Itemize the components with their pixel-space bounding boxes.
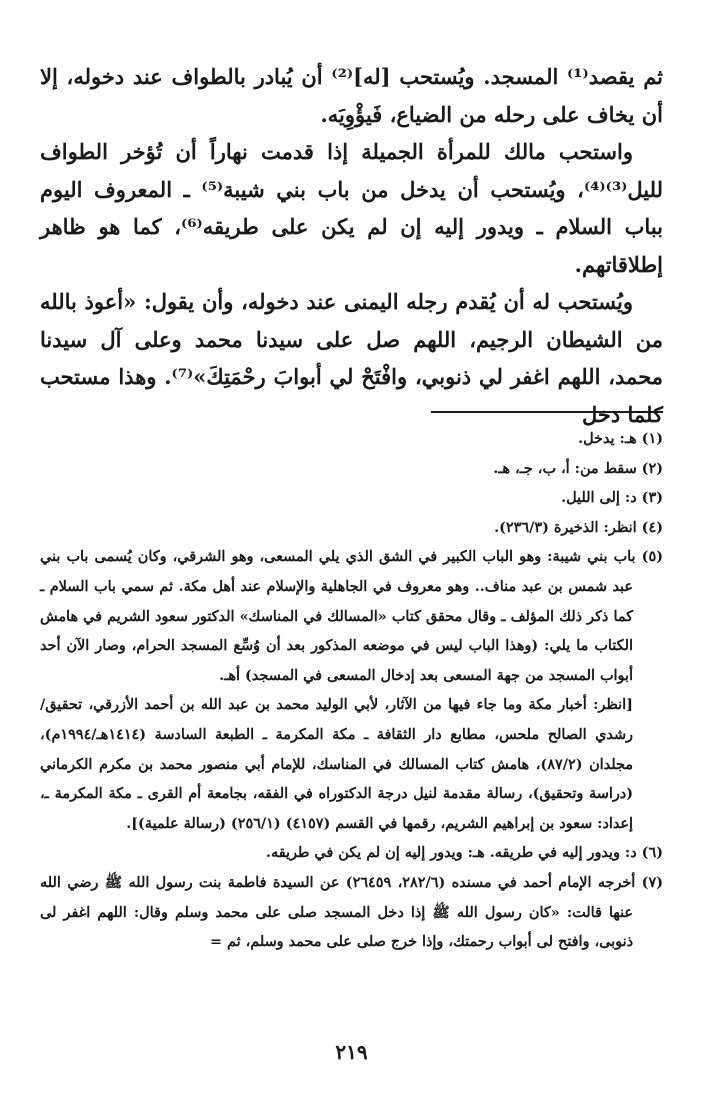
main-text [40,58,663,433]
footnote-separator [431,411,663,413]
footnote-1: (١) هـ: يدخل. [578,430,663,447]
footnotes [40,424,663,957]
footnote-3: (٣) د: إلى الليل. [561,489,663,507]
main-paragraph-3: ويُستحب له أن يُقدم رجله اليمنى عند دخوله، وأن يقول: «أعوذ بالله من الشيطان الرجيم، اللهم صل على سيدنا محمد وعلى آل سيدنا محمد، اللهم اغفر لي ذنوبي، وافْتَحْ لي أبوابَ رحْمَتِكَ»⁽⁷⁾. وهذا مستحب كلما دخل [40,289,663,427]
footnote-4: (٤) انظر: الذخيرة (٢٣٦/٣). [494,518,663,536]
footnote-6: (٦) د: ويدور إليه في طريقه. هـ: ويدور إليه إن لم يكن في طريقه. [265,844,663,862]
page-number: ٢١٩ [335,1040,368,1064]
footnote-5-references: [انظر: أخبار مكة وما جاء فيها من الآثار، لأبي الوليد محمد بن عبد الله بن أحمد الأزرقي، تحقيق/ رشدي الصالح ملحس، مطابع دار الثقافة ـ مكة المكرمة ـ الطبعة السادسة (١٤١٤هـ/١٩٩٤م)، مجلدان (٨٧/٢)، هامش كتاب المسالك في المناسك، للإمام أبي منصور محمد بن مكرم الكرماني (دراسة وتحقيق)، رسالة مقدمة لنيل درجة الدكتوراه في الفقه، بجامعة أم القرى ـ مكة المكرمة ـ، إعداد: سعود بن إبراهيم الشريم، رقمها في القسم (٤١٥٧) (٢٥٦/١) (رسالة علمية)]. [40,696,633,832]
footnote-7: (٧) أخرجه الإمام أحمد في مسنده (٢٨٢/٦، ٢٦٤٥٩) عن السيدة فاطمة بنت رسول الله ﷺ رضي الله عنها قالت: «كان رسول الله ﷺ إذا دخل المسجد صلى على محمد وسلم وقال: اللهم اغفر لى ذنوبى، وافتح لى أبواب رحمتك، وإذا خرج صلى على محمد وسلم، ثم = [40,873,663,951]
footnote-2: (٢) سقط من: أ، ب، جـ، هـ. [493,459,663,477]
main-paragraph-1: ثم يقصد⁽¹⁾ المسجد. ويُستحب [له]⁽²⁾ أن يُبادر بالطواف عند دخوله، إلا أن يخاف على رحله من الضياع، فَيؤْوِيَه. [40,64,664,127]
footnote-5: (٥) باب بني شيبة: وهو الباب الكبير في الشق الذي يلي المسعى، وهو الشرقي، وكان يُسمى باب بني عبد شمس بن عبد مناف.. وهو معروف في الجاهلية والإسلام عند أهل مكة. ثم سمي باب السلام ـ كما ذكر ذلك المؤلف ـ وقال محقق كتاب «المسالك في المناسك» الدكتور سعود الشريم في هامش الكتاب ما يلي: (وهذا الباب ليس في موضعه المذكور بعد أن وُسِّع المسجد الحرام، وصار الآن أحد أبواب المسجد من جهة المسعى بعد إدخال المسعى في المسجد) أهـ. [40,548,663,684]
main-paragraph-2: واستحب مالك للمرأة الجميلة إذا قدمت نهاراً أن تُؤخر الطواف لليل⁽³⁾⁽⁴⁾، ويُستحب أن يدخل من باب بني شيبة⁽⁵⁾ ـ المعروف اليوم بباب السلام ـ ويدور إليه إن لم يكن على طريقه⁽⁶⁾، كما هو ظاهر إطلاقاتهم. [40,139,664,277]
